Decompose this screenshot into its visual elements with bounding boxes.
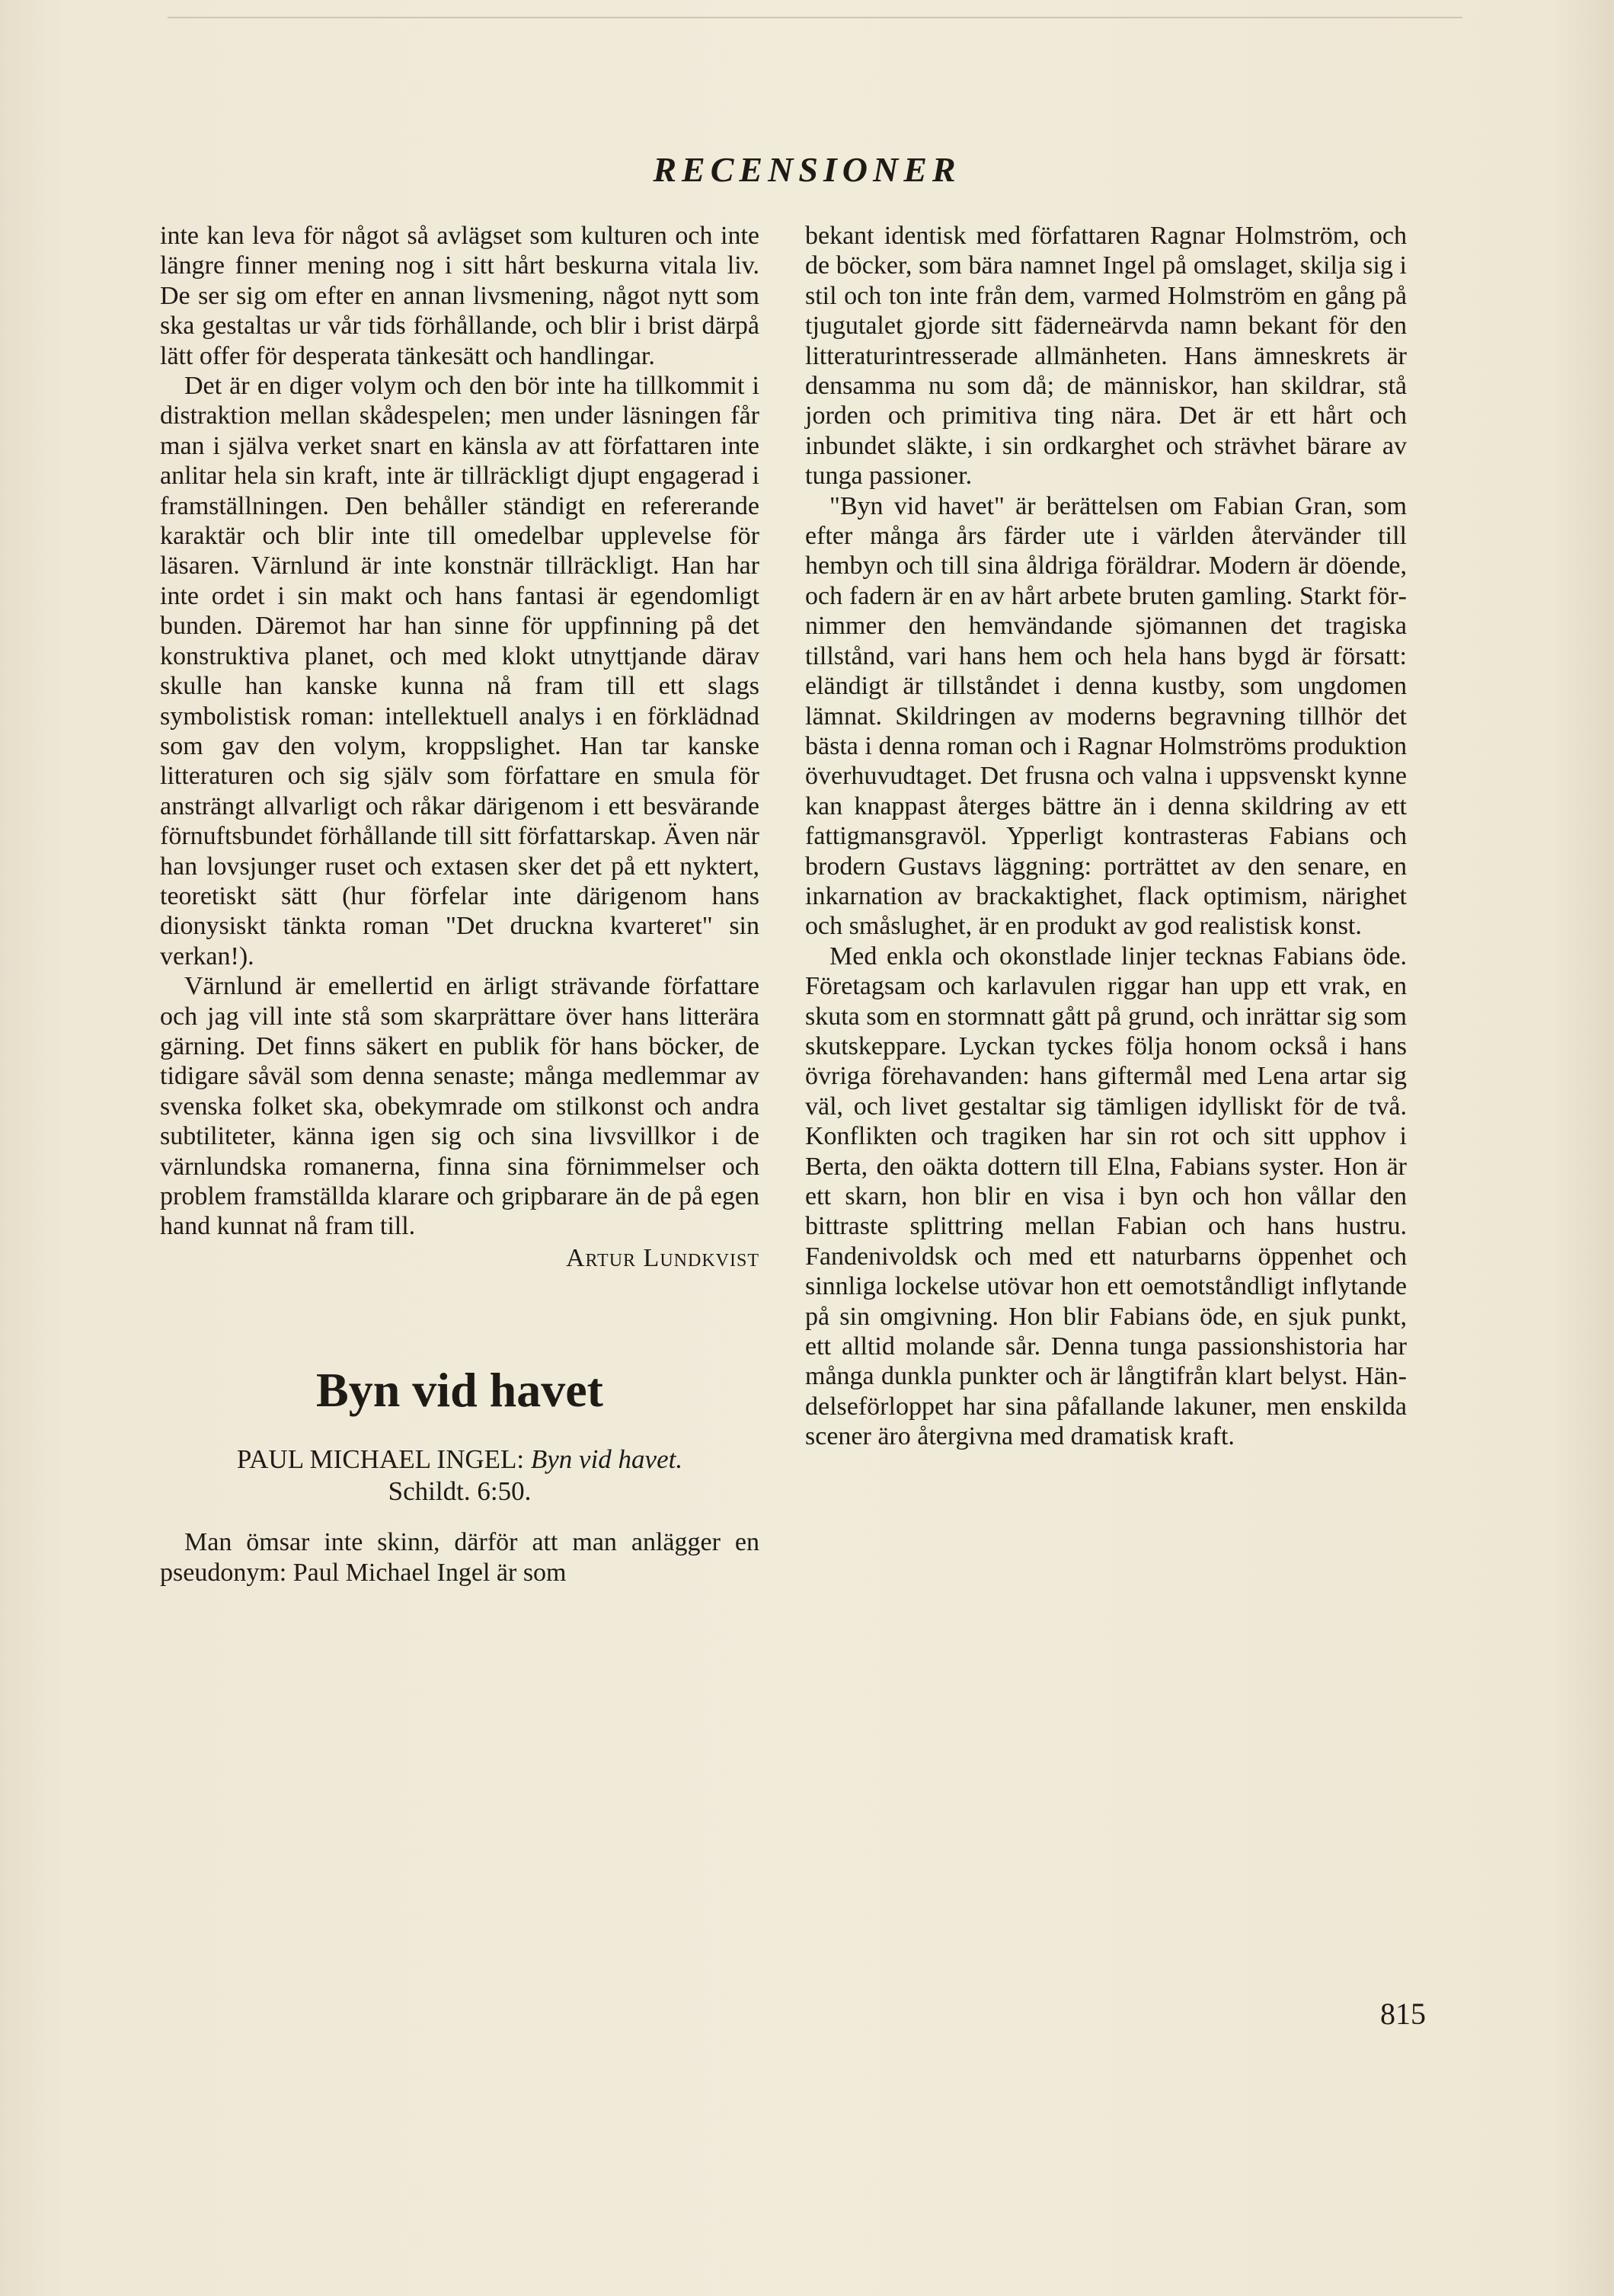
right-column [805, 221, 1407, 1452]
top-rule [168, 17, 1462, 18]
paragraph: inte kan leva för något så avlägset som kulturen och inte längre finner mening nog i sitt hårt beskurna vitala liv. De ser sig om efter en annan livsmening, något nytt som ska gestaltas ur vår tids förhållande, och blir i brist därpå lätt offer för desperata tänkesätt och handlingar. [160, 222, 759, 370]
running-head: RECENSIONER [653, 150, 961, 189]
paragraph: "Byn vid havet" är berättelsen om Fabian Gran, som efter många års färder ute i världen återvänder till hembyn och till sina åldriga föräldrar. Modern är döende, och fadern är en av hårt arbete bruten gamling. Starkt förnimmer den hemvändande sjömannen det tragiska tillstånd, vari hans hem och hela hans bygd är försatt: eländigt är tillståndet i denna kustby, som ungdomen lämnat. Skildringen av moderns begravning tillhör det bästa i denna roman och i Ragnar Holmströms produktion överhuvudtaget. Det frusna och valna i uppsvenskt kynne kan knappast återges bättre än i denna skildring av ett fattigmansgravöl. Ypperligt kontrasteras Fabians och brodern Gustavs läggning: porträttet av den senare, en inkarnation av brackaktighet, flack optimism, närighet och småslughet, är en produkt av god realistisk konst. [805, 491, 1407, 941]
book-title: Byn vid havet. [530, 1444, 683, 1475]
left-column [160, 221, 759, 1588]
paragraph: Man ömsar inte skinn, därför att man anlägger en pseudonym: Paul Michael Ingel är som [160, 1528, 759, 1587]
paragraph: Med enkla och okonstlade linjer tecknas Fabians öde. Företagsam och karlavulen riggar han upp ett vrak, en skuta som en stormnatt gått på grund, och inrättar sig som skutskeppare. Lyckan tyckes följa honom också i hans övriga förehavanden: hans giftermål med Lena artar sig väl, och livet gestaltar sig tämligen idylliskt för de två. Konflikten och tragiken har sin rot och sitt upphov i Berta, den oäkta dottern till Elna, Fabians syster. Hon är ett skarn, hon blir en visa i byn och hon vållar den bittraste splittring mellan Fabian och hans hustru. Fandenivoldsk och med ett naturbarns öppenhet och sinnliga lockelse utövar hon ett oemotståndligt inflytande på sin omgivning. Hon blir Fabians öde, en sjuk punkt, ett alltid molande sår. Denna tunga passionshistoria har många dunkla punkter och är långtifrån klart belyst. Händelseförloppet har sina påfallande lakuner, men enskilda scener äro återgivna med dramatisk kraft. [805, 942, 1407, 1451]
page-number: 815 [1380, 1997, 1426, 2031]
paragraph: Värnlund är emellertid en ärligt strävande författare och jag vill inte stå som skarprättare över hans litterära gärning. Det finns säkert en publik för hans böcker, de tidigare såväl som denna senaste; många medlemmar av svenska folket ska, obekymrade om stilkonst och andra subtiliteter, känna igen sig och sina livsvillkor i de värnlundska romanerna, finna sina förnimmelser och problem framställda klarare och gripbarare än de på egen hand kunnat nå fram till. [160, 972, 759, 1241]
paragraph: Det är en diger volym och den bör inte ha tillkommit i distraktion mellan skådespelen; men under läsningen får man i själva verket snart en känsla av att författaren inte anlitar hela sin kraft, inte är tillräckligt djupt engagerad i framställningen. Den behåller ständigt en refererande karaktär och blir inte till omedelbar upplevelse för läsaren. Värnlund är inte konstnär tillräckligt. Han har inte ordet i sin makt och hans fantasi är egendomligt bunden. Däremot har han sinne för uppfinning på det konstruktiva planet, och med klokt utnyttjande därav skulle han kanske kunna nå fram till ett slags symbolistisk roman: intellektuell analys i en förklädnad som gav den volym, kroppslighet. Han tar kanske litteraturen och sig själv som författare en smula för ansträngt allvarligt och råkar därigenom i ett besvärande förnuftsbundet förhållande till sitt författarskap. Även när han lovsjunger ruset och extasen sker det på ett nyktert, teoretiskt sätt (hur förfelar inte därigenom hans dionysiskt tänkta roman "Det druckna kvarteret" sin verkan!). [160, 372, 759, 971]
book-publisher-price: Schildt. 6:50. [388, 1476, 532, 1507]
review-signature: Artur Lundkvist [565, 1243, 759, 1272]
book-author: PAUL MICHAEL INGEL: [236, 1444, 525, 1475]
bibliographic-entry [160, 1444, 759, 1508]
paragraph: bekant identisk med författaren Ragnar Holmström, och de böcker, som bära namnet Ingel på omslaget, skilja sig i stil och ton inte från dem, varmed Holmström en gång på tjugutalet gjorde sitt fäderneärvda namn bekant för den litteraturintresserade allmänheten. Hans ämneskrets är densamma nu som då; de människor, han skildrar, stå jorden och primitiva ting nära. Det är ett hårt och inbundet släkte, i sin ordkarghet och strävhet bärare av tunga passioner. [805, 222, 1407, 491]
review-title: Byn vid havet [316, 1363, 603, 1418]
